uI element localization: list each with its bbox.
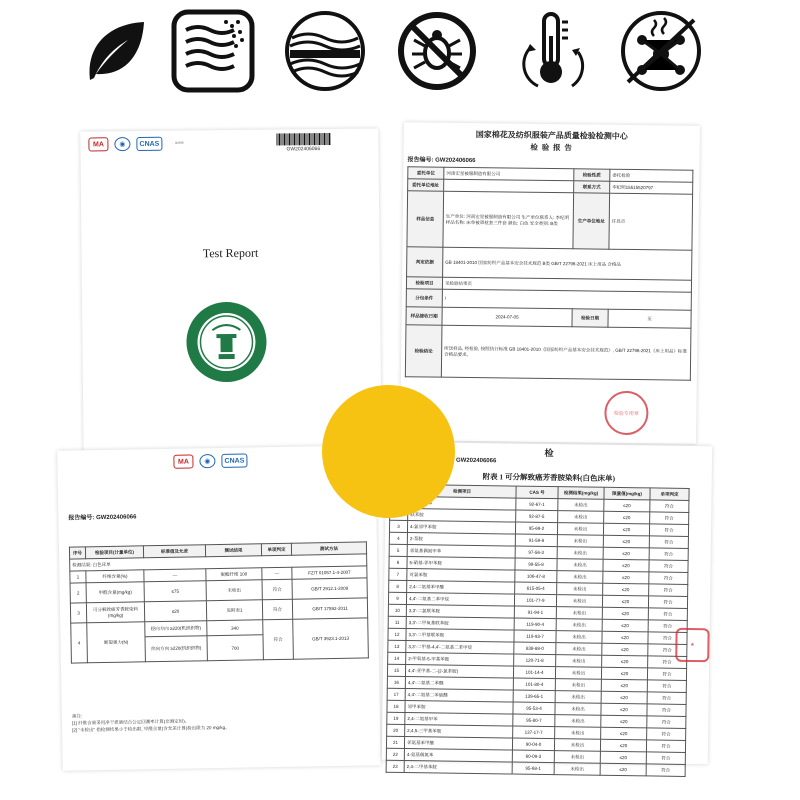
table-row: 7 对氯苯胺 106-47-8 未检出 ≤20 符合 — [389, 568, 688, 584]
yellow-circle-decoration — [322, 385, 455, 518]
table-row: 23 2,4-二甲基苯胺 95-68-1 未检出 ≤20 符合 — [386, 760, 685, 776]
appendix-title: 附表 1 可分解致癌芳香胺染料(白色床单) — [482, 472, 616, 483]
accreditation-logos — [173, 453, 247, 468]
barcode-number: GW202406066 — [286, 146, 321, 153]
table-row: 样品信息 生产单位: 河南宏星被服制造有限公司 生产单位联系人: 李纪明 样品名称: 床单被罩枕套三件套 颜色: 白色 安全类别: B类 生产单位地址 许昌市 — [407, 191, 693, 250]
table-row: 13 3,3'-二甲基-4,4'-二氨基二苯甲烷 838-88-0 未检出 ≤20 符合 — [388, 640, 687, 656]
table-row: 检验项目 见检验结果页 — [406, 277, 691, 292]
table-row: 10 3,3'-二氯联苯胺 91-94-1 未检出 ≤20 符合 — [388, 604, 687, 620]
ilac-mra-text: ≡≡≡ — [174, 140, 184, 147]
table-row: 3 可分解致癌芳香胺染料(mg/kg) ≤20 见附表1 符合 GB/T 17592-2011 — [70, 598, 367, 623]
table-row: 4 2-萘胺 91-59-8 未检出 ≤20 符合 — [389, 532, 688, 548]
table-row: 15 4,4'-亚甲基-二-(2-氯苯胺) 101-14-4 未检出 ≤20 符合 — [387, 664, 686, 680]
ilac-logo: ◉ — [114, 137, 130, 151]
table-row: 8 2,4-二氨基苯甲醚 615-05-4 未检出 ≤20 符合 — [389, 580, 688, 596]
table-row: 18 邻甲苯胺 95-53-4 未检出 ≤20 符合 — [387, 700, 686, 716]
report-subtitle: 检 验 报 告 — [530, 142, 574, 153]
table-header: 检测项目 CAS 号 检测结果(mg/kg) 限量值(mg/kg) 单项判定 — [390, 484, 689, 500]
cnas-logo: CNAS — [221, 453, 247, 467]
accreditation-logos — [88, 136, 190, 151]
table-row: 判定依据 GB 18401-2010 国家纺织产品基本安全技术规范 B类 GB/T 22796-2021 床上用品 合格品 — [407, 247, 692, 280]
table-row: 16 4,4'-二氨基二苯醚 101-80-4 未检出 ≤20 符合 — [387, 676, 686, 692]
ma-logo: MA — [173, 454, 193, 468]
wave-texture-circle-icon — [282, 8, 368, 94]
table-row: 联苯胺 92-87-5 未检出 ≤20 符合 — [390, 508, 689, 524]
report-number: 报告编号: GW202406066 — [407, 157, 476, 165]
table-row: 样品接收日期 2024-07-05 检验日期 至 — [406, 307, 691, 328]
table-row: 委托单位 河南宏星被服制造有限公司 检验性质 委托检验 — [408, 167, 693, 182]
inspection-stamp: 检验专用章 — [604, 391, 649, 436]
table-row: 20 2,4,5-三甲基苯胺 137-17-7 未检出 ≤20 符合 — [387, 724, 686, 740]
appendix-table — [386, 484, 690, 777]
table-section: 检测结果: 白色床单 — [70, 554, 367, 571]
table-row: 17 4,4'-二氨基二苯硫醚 139-65-1 未检出 ≤20 符合 — [387, 688, 686, 704]
test-report-title: Test Report — [202, 245, 259, 261]
inspection-report-page — [400, 122, 700, 444]
barcode — [276, 133, 330, 146]
table-row: 分包条件 / — [406, 289, 691, 310]
table-row: 纬向方向 ≥220(机织织物) 700 — [71, 633, 368, 663]
report-info-table — [405, 166, 694, 380]
table-row: 9 4,4'-二氨基二苯甲烷 101-77-9 未检出 ≤20 符合 — [388, 592, 687, 608]
side-stamp: ★ — [675, 628, 709, 662]
report-number: GW202406066 — [455, 457, 497, 465]
results-notes: 备注: [1] 纤维含量采用净干质量结合公定回潮率计算(非测定时)。 [2] "未检出" 指检测结果小于检出限, 甲醛含量(含允差计算)检出限为 20 mg/kg。 — [71, 713, 230, 733]
ma-logo: MA — [88, 137, 108, 151]
table-row: 11 3,3'-二甲氧基联苯胺 119-90-4 未检出 ≤20 符合 — [388, 616, 687, 632]
table-row: 4 断裂强力(N) 经向方向 ≥220(机织织物) 340 符合 GB/T 3923.1-2013 — [71, 618, 368, 638]
page-head-char: 检 — [544, 447, 554, 459]
table-row: 14 2-甲氧基-5-甲基苯胺 120-71-8 未检出 ≤20 符合 — [388, 652, 687, 668]
table-header: 序号 检验项目(计量单位) 标准值及允差 测试结果 单项判定 测试方法 — [69, 542, 366, 559]
table-row: 12 3,3'-二甲基联苯胺 119-93-7 未检出 ≤20 符合 — [388, 628, 687, 644]
table-row: 检验结论 所送样品, 经检验, 按照执行标准 GB 18401-2010《国家纺织产品基本安全技术规范》, GB/T 22796-2021《床上用品》标准合格品要求。 — [405, 325, 691, 380]
table-row: 6 5-硝基-邻甲苯胺 99-55-8 未检出 ≤20 符合 — [389, 556, 688, 572]
table-row: 1 纤维含量(%) — 聚酯纤维 100 — FZ/T 01057.1-4-2007 — [70, 566, 367, 583]
quality-center-seal — [184, 300, 269, 385]
cnas-logo: CNAS — [136, 137, 162, 151]
table-row: 5 邻氨基偶氮甲苯 97-56-3 未检出 ≤20 符合 — [389, 544, 688, 560]
table-row: 19 2,4-二氨基甲苯 95-80-7 未检出 ≤20 符合 — [387, 712, 686, 728]
table-row: 委托单位地址 联系方式 李纪明15515520797 — [408, 179, 693, 194]
table-row: 22 4-氨基偶氮苯 60-09-3 未检出 ≤20 符合 — [386, 748, 685, 764]
table-row: 2 甲醛含量(mg/kg) ≤75 未检出 符合 GB/T 2912.1-2009 — [70, 578, 367, 603]
thermometer-icon — [508, 8, 594, 94]
leaf-icon — [72, 8, 158, 94]
table-row: 21 邻氨基苯甲醚 90-04-0 未检出 ≤20 符合 — [386, 736, 685, 752]
no-mite-icon — [394, 8, 480, 94]
conclusion-text: 所送样品, 经检验, 按照执行标准 GB 18401-2010《国家纺织产品基本安全技术规范》, GB/T 22796-2021《床上用品》标准合格品要求。 — [441, 325, 691, 380]
fabric-layers-icon — [170, 8, 256, 94]
test-results-page — [57, 445, 381, 771]
ilac-logo: ◉ — [199, 454, 215, 468]
center-title: 国家棉花及纺织服装产品质量检验检测中心 — [475, 130, 628, 141]
report-number: 报告编号: GW202406066 — [68, 514, 137, 522]
table-row: 92-67-1 未检出 ≤20 符合 — [390, 496, 689, 512]
feature-icon-row — [60, 0, 760, 96]
table-row: 3 4-氯邻甲苯胺 95-69-2 未检出 ≤20 符合 — [389, 520, 688, 536]
no-odor-molecule-icon — [618, 8, 704, 94]
results-table — [69, 541, 369, 663]
